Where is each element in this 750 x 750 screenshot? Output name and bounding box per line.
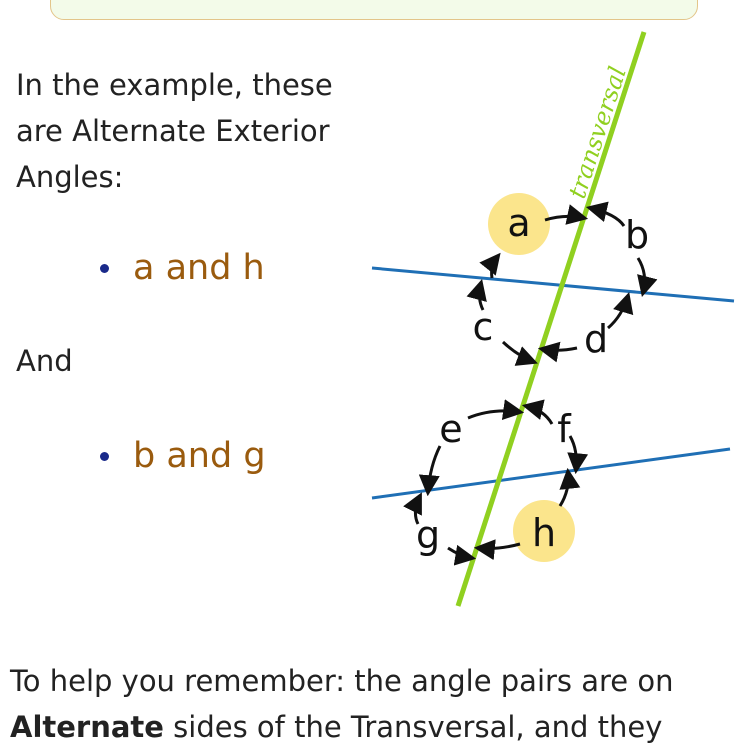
parallel-line-bottom — [372, 449, 730, 498]
angle-label-d: d — [583, 317, 609, 361]
arc-h-side — [560, 472, 568, 506]
reminder-line-1: To help you remember: the angle pairs are on — [10, 664, 674, 698]
arc-d-side — [608, 296, 628, 328]
list-item-pair-2 — [100, 436, 266, 476]
arc-c-bottom — [503, 342, 534, 362]
list-item-pair-1 — [100, 248, 265, 288]
angle-label-a: a — [507, 201, 531, 245]
pair-label: b and g — [133, 436, 266, 476]
angle-label-f: f — [557, 407, 571, 451]
reminder-line-2: sides of the Transversal, and they — [163, 710, 663, 744]
parallel-line-top — [372, 268, 734, 301]
arc-b-top — [590, 208, 624, 226]
reminder-text — [10, 658, 750, 750]
angle-label-g: g — [415, 513, 441, 557]
arc-f-side — [570, 436, 576, 470]
angle-label-h: h — [531, 511, 557, 555]
reminder-bold-word: Alternate — [10, 710, 164, 744]
arc-c-top — [492, 256, 498, 278]
bullet-icon — [100, 452, 109, 461]
arc-e-side — [428, 446, 440, 492]
pair-label: a and h — [133, 248, 265, 288]
transversal-label: transversal — [563, 63, 632, 202]
arc-d-bottom — [542, 348, 577, 350]
connector-text: And — [16, 344, 73, 378]
intro-text: In the example, these are Alternate Exterior Angles: — [16, 68, 333, 194]
arc-b-side — [638, 258, 645, 293]
arc-a — [545, 216, 584, 220]
arc-g-bottom — [448, 548, 472, 558]
arc-f-top — [526, 406, 552, 424]
note-box — [50, 0, 698, 20]
angle-label-c: c — [472, 305, 494, 349]
arc-e-top — [468, 411, 520, 418]
angle-label-e: e — [439, 407, 463, 451]
arc-h-bottom — [478, 544, 520, 549]
transversal-diagram — [360, 20, 750, 620]
bullet-icon — [100, 264, 109, 273]
angle-label-b: b — [624, 213, 650, 257]
